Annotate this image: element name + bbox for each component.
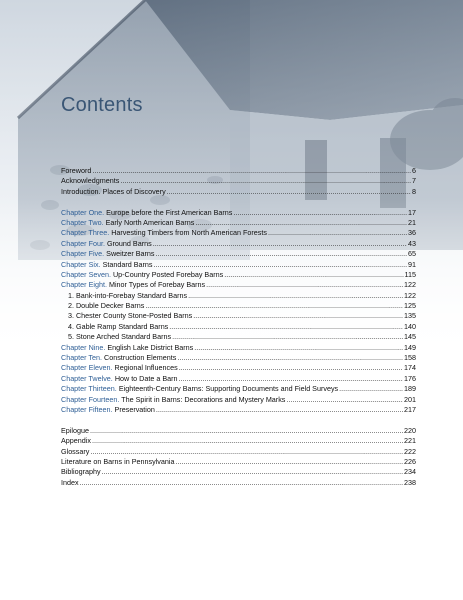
toc-entry-title: [68, 332, 171, 342]
dot-leader: [194, 343, 403, 353]
entry-title-text: Up-Country Posted Forebay Barns: [112, 269, 224, 279]
chapter-number-label: Chapter Twelve.: [61, 373, 113, 383]
toc-entry[interactable]: [61, 447, 416, 457]
entry-title-text: Eighteenth-Century Barns: Supporting Documents and Field Surveys: [118, 384, 339, 394]
toc-entry-title: [61, 426, 89, 436]
dot-leader: [156, 405, 403, 415]
page-number: 7: [412, 176, 416, 186]
toc-entry[interactable]: [61, 467, 416, 477]
dot-leader: [339, 384, 403, 394]
entry-title-text: Ground Barns: [106, 238, 152, 248]
entry-title-text: Europe before the First American Barns: [106, 207, 233, 217]
toc-entry-title: [61, 343, 193, 353]
toc-back-matter: [61, 426, 416, 488]
toc-entry-title: [61, 208, 232, 218]
page-number: 174: [404, 363, 416, 373]
toc-entry[interactable]: [61, 228, 416, 238]
page-number: 8: [412, 186, 416, 196]
dot-leader: [102, 467, 403, 477]
toc-entry[interactable]: [61, 291, 416, 301]
entry-title-text: Introduction. Places of Discovery: [61, 186, 166, 196]
page-number: 135: [404, 311, 416, 321]
toc-chapters: [61, 208, 416, 416]
toc-entry[interactable]: [61, 436, 416, 446]
page-number: 122: [404, 290, 416, 300]
toc-entry[interactable]: [61, 363, 416, 373]
toc-entry-title: [68, 291, 187, 301]
entry-title-text: Index: [61, 477, 79, 487]
dot-leader: [268, 228, 407, 238]
page-number: 221: [404, 436, 416, 446]
dot-leader: [92, 166, 411, 176]
toc-entry[interactable]: [61, 280, 416, 290]
dot-leader: [92, 436, 403, 446]
entry-title-text: Minor Types of Forebay Barns: [108, 280, 206, 290]
entry-title-text: 1. Bank-into-Forebay Standard Barns: [68, 290, 188, 300]
page-number: 189: [404, 384, 416, 394]
entry-title-text: Literature on Barns in Pennsylvania: [61, 456, 175, 466]
entry-title-text: Epilogue: [61, 425, 89, 435]
chapter-number-label: Chapter Four.: [61, 238, 105, 248]
dot-leader: [80, 478, 403, 488]
entry-title-text: Bibliography: [61, 467, 101, 477]
toc-front-matter: [61, 166, 416, 197]
toc-entry-title: [68, 322, 168, 332]
toc-entry[interactable]: [61, 374, 416, 384]
page-number: 91: [408, 259, 416, 269]
chapter-number-label: Chapter Two.: [61, 217, 104, 227]
chapter-number-label: Chapter Nine.: [61, 342, 106, 352]
toc-entry-title: [61, 280, 205, 290]
page-number: 201: [404, 394, 416, 404]
toc-entry-title: [68, 311, 192, 321]
toc-entry[interactable]: [61, 384, 416, 394]
toc-entry-title: [61, 218, 194, 228]
entry-title-text: Standard Barns: [102, 259, 153, 269]
dot-leader: [156, 249, 408, 259]
toc-entry-title: [61, 353, 176, 363]
toc-entry[interactable]: [61, 343, 416, 353]
toc-entry-title: [61, 467, 101, 477]
toc-entry[interactable]: [61, 218, 416, 228]
toc-entry-title: [61, 447, 89, 457]
chapter-number-label: Chapter Eight.: [61, 280, 107, 290]
dot-leader: [195, 218, 407, 228]
entry-title-text: Harvesting Timbers from North American Forests: [111, 228, 267, 238]
dot-leader: [90, 426, 403, 436]
chapter-number-label: Chapter Eleven.: [61, 363, 113, 373]
entry-title-text: Preservation: [114, 404, 155, 414]
entry-title-text: Regional Influences: [114, 363, 178, 373]
toc-entry[interactable]: [61, 478, 416, 488]
entry-title-text: Appendix: [61, 436, 91, 446]
toc-entry[interactable]: [61, 239, 416, 249]
toc-entry-title: [68, 301, 144, 311]
page-number: 217: [404, 404, 416, 414]
entry-title-text: 4. Gable Ramp Standard Barns: [68, 321, 169, 331]
dot-leader: [154, 260, 407, 270]
dot-leader: [153, 239, 407, 249]
toc-entry-title: [61, 166, 91, 176]
toc-entry[interactable]: [61, 322, 416, 332]
chapter-number-label: Chapter Seven.: [61, 269, 111, 279]
entry-title-text: 3. Chester County Stone-Posted Barns: [68, 311, 193, 321]
toc-entry[interactable]: [61, 301, 416, 311]
chapter-number-label: Chapter Three.: [61, 228, 110, 238]
page-number: 17: [408, 207, 416, 217]
toc-entry[interactable]: [61, 260, 416, 270]
dot-leader: [120, 176, 411, 186]
toc-entry-title: [61, 374, 178, 384]
page-number: 158: [404, 353, 416, 363]
page-number: 122: [404, 280, 416, 290]
page-title: Contents: [61, 94, 143, 116]
page-number: 234: [404, 467, 416, 477]
chapter-number-label: Chapter Thirteen.: [61, 384, 117, 394]
entry-title-text: Construction Elements: [104, 353, 177, 363]
toc-entry[interactable]: [61, 187, 416, 197]
toc-entry-title: [61, 270, 223, 280]
toc-entry[interactable]: [61, 457, 416, 467]
entry-title-text: Early North American Barns: [105, 217, 195, 227]
dot-leader: [167, 187, 411, 197]
page-number: 222: [404, 446, 416, 456]
page-number: 6: [412, 165, 416, 175]
dot-leader: [233, 208, 407, 218]
dot-leader: [224, 270, 403, 280]
toc-entry-title: [61, 363, 178, 373]
page-number: 65: [408, 249, 416, 259]
toc-entry-title: [61, 176, 119, 186]
toc-entry[interactable]: [61, 395, 416, 405]
dot-leader: [206, 280, 403, 290]
toc-entry[interactable]: [61, 176, 416, 186]
toc-entry-title: [61, 384, 338, 394]
page-number: 226: [404, 456, 416, 466]
toc-entry-title: [61, 405, 155, 415]
toc-entry[interactable]: [61, 405, 416, 415]
dot-leader: [188, 291, 403, 301]
toc-entry-title: [61, 260, 153, 270]
toc-entry-title: [61, 436, 91, 446]
toc-entry[interactable]: [61, 249, 416, 259]
toc-entry-title: [61, 187, 166, 197]
toc-entry-title: [61, 239, 152, 249]
page-number: 36: [408, 228, 416, 238]
chapter-number-label: Chapter One.: [61, 207, 105, 217]
page-number: 115: [404, 269, 416, 279]
page-number: 140: [404, 321, 416, 331]
toc-entry-title: [61, 249, 155, 259]
entry-title-text: How to Date a Barn: [114, 373, 178, 383]
toc-entry[interactable]: [61, 166, 416, 176]
entry-title-text: Glossary: [61, 446, 90, 456]
toc-entry-title: [61, 395, 285, 405]
table-of-contents: [61, 166, 416, 488]
page-number: 43: [408, 238, 416, 248]
dot-leader: [179, 363, 403, 373]
dot-leader: [175, 457, 403, 467]
page-number: 176: [404, 373, 416, 383]
entry-title-text: The Spirit in Barns: Decorations and Mystery Marks: [121, 394, 286, 404]
entry-title-text: English Lake District Barns: [107, 342, 194, 352]
page-number: 125: [404, 301, 416, 311]
page-number: 149: [404, 342, 416, 352]
toc-entry[interactable]: [61, 270, 416, 280]
toc-entry[interactable]: [61, 353, 416, 363]
toc-entry[interactable]: [61, 426, 416, 436]
page-number: 238: [404, 477, 416, 487]
chapter-number-label: Chapter Fifteen.: [61, 404, 113, 414]
toc-entry[interactable]: [61, 311, 416, 321]
toc-entry-title: [61, 457, 174, 467]
chapter-number-label: Chapter Five.: [61, 249, 105, 259]
dot-leader: [179, 374, 403, 384]
toc-entry[interactable]: [61, 208, 416, 218]
chapter-number-label: Chapter Ten.: [61, 353, 103, 363]
dot-leader: [90, 447, 403, 457]
toc-entry-title: [61, 228, 267, 238]
dot-leader: [177, 353, 403, 363]
toc-entry[interactable]: [61, 332, 416, 342]
dot-leader: [193, 311, 403, 321]
dot-leader: [172, 332, 403, 342]
page-number: 145: [404, 332, 416, 342]
entry-title-text: 5. Stone Arched Standard Barns: [68, 332, 172, 342]
chapter-number-label: Chapter Six.: [61, 259, 101, 269]
page-number: 220: [404, 425, 416, 435]
page-number: 21: [408, 217, 416, 227]
dot-leader: [169, 322, 403, 332]
toc-entry-title: [61, 478, 79, 488]
entry-title-text: 2. Double Decker Barns: [68, 301, 145, 311]
entry-title-text: Foreword: [61, 165, 92, 175]
dot-leader: [286, 395, 403, 405]
chapter-number-label: Chapter Fourteen.: [61, 394, 120, 404]
entry-title-text: Acknowledgments: [61, 176, 120, 186]
dot-leader: [145, 301, 403, 311]
entry-title-text: Sweitzer Barns: [106, 249, 155, 259]
